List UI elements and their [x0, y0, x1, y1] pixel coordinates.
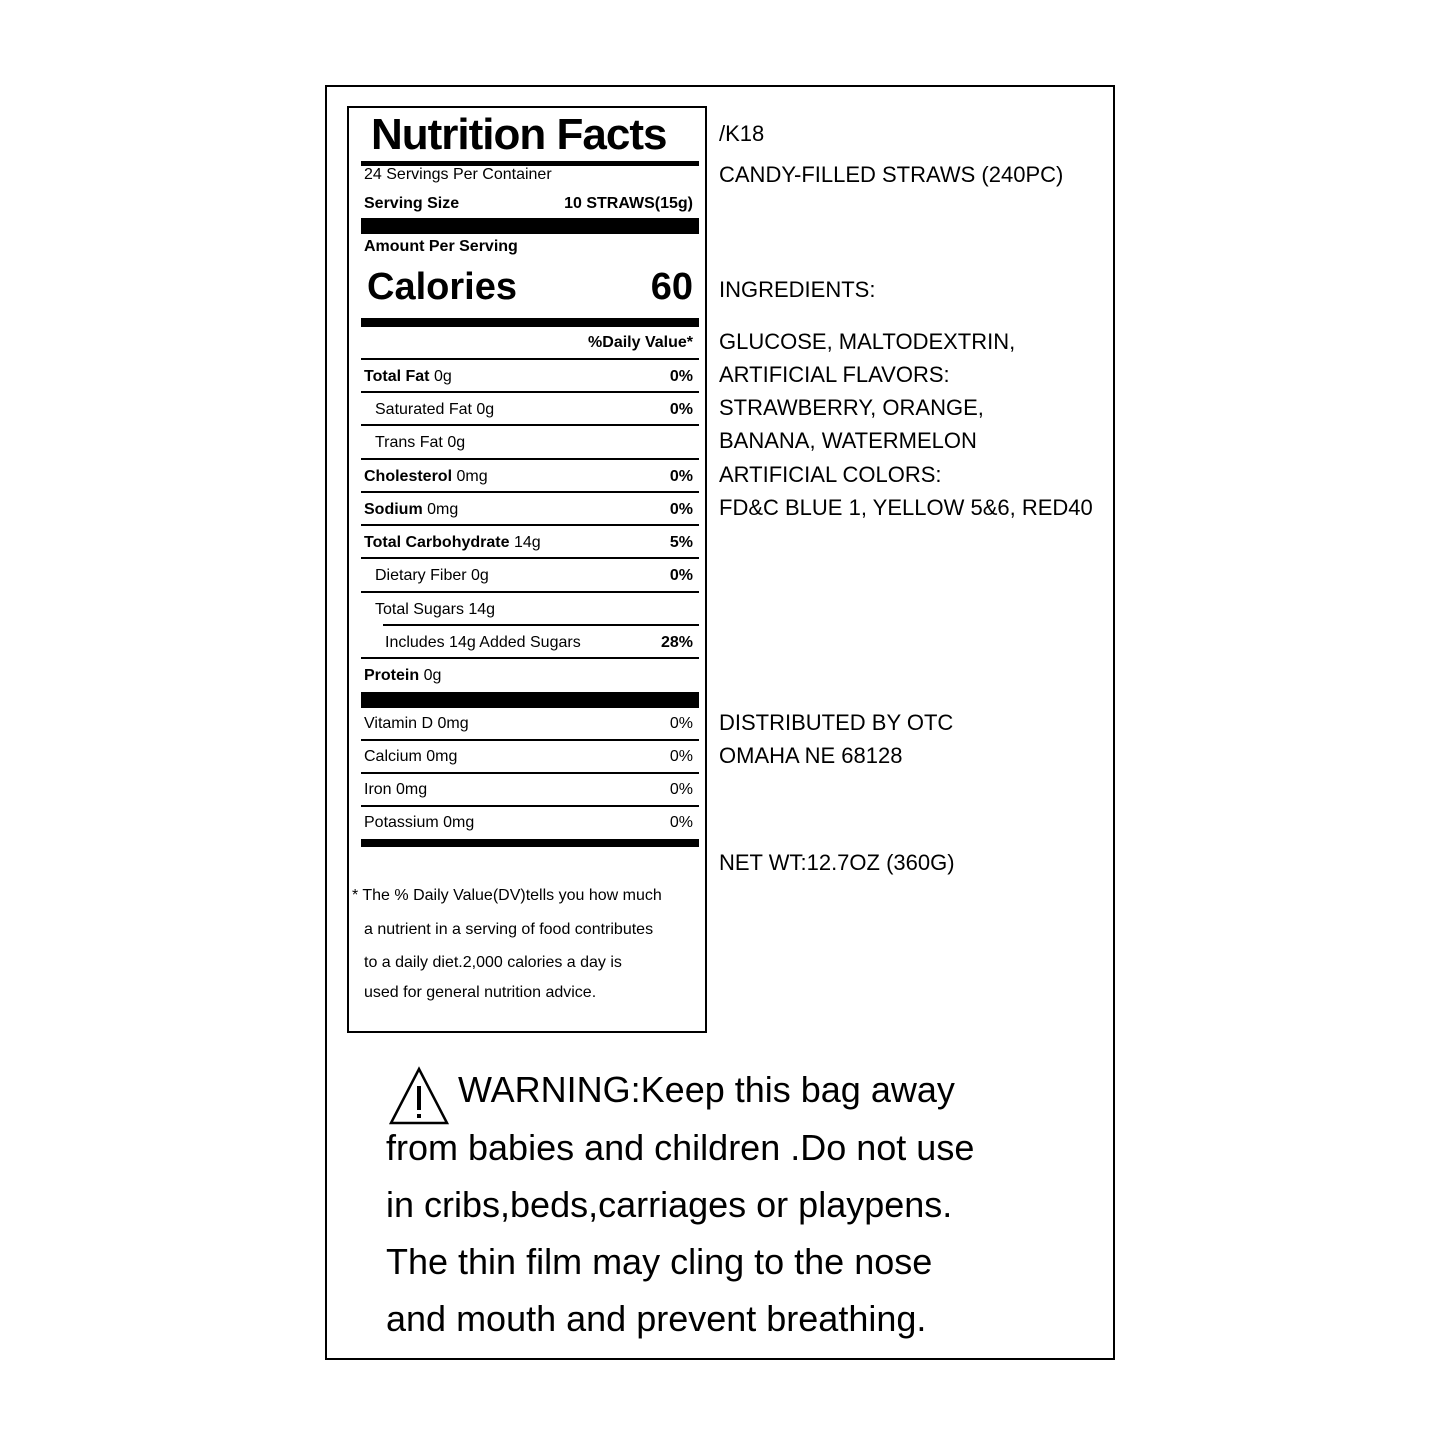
ingredients-line: ARTIFICIAL COLORS: [719, 462, 942, 487]
dv-added-sugars: 28% [660, 634, 693, 651]
ingredients-line: BANANA, WATERMELON [719, 428, 977, 453]
warning-line: in cribs,beds,carriages or playpens. [386, 1184, 953, 1225]
ingredients-line: STRAWBERRY, ORANGE, [719, 395, 984, 420]
footnote-line: to a daily diet.2,000 calories a day is [364, 954, 622, 971]
divider [361, 218, 699, 234]
ingredients-label: INGREDIENTS: [719, 277, 876, 302]
daily-value-header: %Daily Value* [588, 334, 693, 351]
nutrient-row-trans-fat: Trans Fat 0g [375, 434, 466, 451]
distributor-line: DISTRIBUTED BY OTC [719, 710, 954, 735]
warning-line: The thin film may cling to the nose [386, 1241, 933, 1282]
calories-value: 60 [650, 266, 693, 308]
divider [361, 692, 699, 708]
nutrient-row-cholesterol: Cholesterol 0mg [364, 468, 488, 485]
warning-first-line: WARNING:Keep this bag away [458, 1069, 955, 1110]
divider [361, 839, 699, 847]
ingredients-line: FD&C BLUE 1, YELLOW 5&6, RED40 [719, 495, 1093, 520]
net-weight: NET WT:12.7OZ (360G) [719, 850, 955, 875]
dv-total-carbohydrate: 5% [669, 534, 693, 551]
warning-line: and mouth and prevent breathing. [386, 1298, 927, 1339]
divider [361, 458, 699, 460]
divider [361, 424, 699, 426]
dv-total-fat: 0% [669, 368, 693, 385]
dv-sodium: 0% [669, 501, 693, 518]
dv-iron: 0% [669, 781, 693, 798]
nutrient-row-added-sugars: Includes 14g Added Sugars [385, 634, 581, 651]
vitamin-row-vitamin-d: Vitamin D 0mg [364, 715, 469, 732]
footnote-line: a nutrient in a serving of food contributes [364, 921, 654, 938]
dv-dietary-fiber: 0% [669, 567, 693, 584]
nutrient-row-total-sugars: Total Sugars 14g [375, 601, 496, 618]
divider [361, 524, 699, 526]
divider [361, 739, 699, 741]
product-code: /K18 [719, 121, 765, 146]
nutrient-row-dietary-fiber: Dietary Fiber 0g [375, 567, 489, 584]
divider [361, 391, 699, 393]
divider [361, 657, 699, 659]
vitamin-row-iron: Iron 0mg [364, 781, 428, 798]
serving-size-label: Serving Size [364, 195, 460, 212]
nutrition-facts-title: Nutrition Facts [371, 110, 667, 159]
distributor-line: OMAHA NE 68128 [719, 743, 903, 768]
servings-per-container: 24 Servings Per Container [364, 166, 552, 183]
divider [383, 624, 699, 626]
nutrient-row-total-carbohydrate: Total Carbohydrate 14g [364, 534, 541, 551]
nutrient-row-total-fat: Total Fat 0g [364, 368, 452, 385]
vitamin-row-calcium: Calcium 0mg [364, 748, 458, 765]
divider [361, 358, 699, 360]
amount-per-serving: Amount Per Serving [364, 238, 518, 255]
warning-triangle-icon [388, 1066, 450, 1126]
divider [361, 557, 699, 559]
dv-calcium: 0% [669, 748, 693, 765]
footnote-line: used for general nutrition advice. [364, 984, 597, 1001]
nutrient-row-protein: Protein 0g [364, 667, 442, 684]
nutrition-facts-panel [347, 106, 707, 1033]
calories-label: Calories [367, 266, 517, 308]
product-name: CANDY-FILLED STRAWS (240PC) [719, 162, 1064, 187]
dv-potassium: 0% [669, 814, 693, 831]
nutrient-row-saturated-fat: Saturated Fat 0g [375, 401, 495, 418]
dv-saturated-fat: 0% [669, 401, 693, 418]
footnote-line: * The % Daily Value(DV)tells you how much [352, 887, 662, 904]
vitamin-row-potassium: Potassium 0mg [364, 814, 475, 831]
divider [361, 805, 699, 807]
warning-label: WARNING: [458, 1069, 641, 1110]
ingredients-line: GLUCOSE, MALTODEXTRIN, [719, 329, 1016, 354]
dv-vitamin-d: 0% [669, 715, 693, 732]
ingredients-line: ARTIFICIAL FLAVORS: [719, 362, 950, 387]
divider [361, 591, 699, 593]
nutrient-row-sodium: Sodium 0mg [364, 501, 459, 518]
dv-cholesterol: 0% [669, 468, 693, 485]
divider [361, 772, 699, 774]
divider [361, 318, 699, 327]
serving-size-value: 10 STRAWS(15g) [564, 195, 693, 212]
divider [361, 491, 699, 493]
warning-line: from babies and children .Do not use [386, 1127, 975, 1168]
